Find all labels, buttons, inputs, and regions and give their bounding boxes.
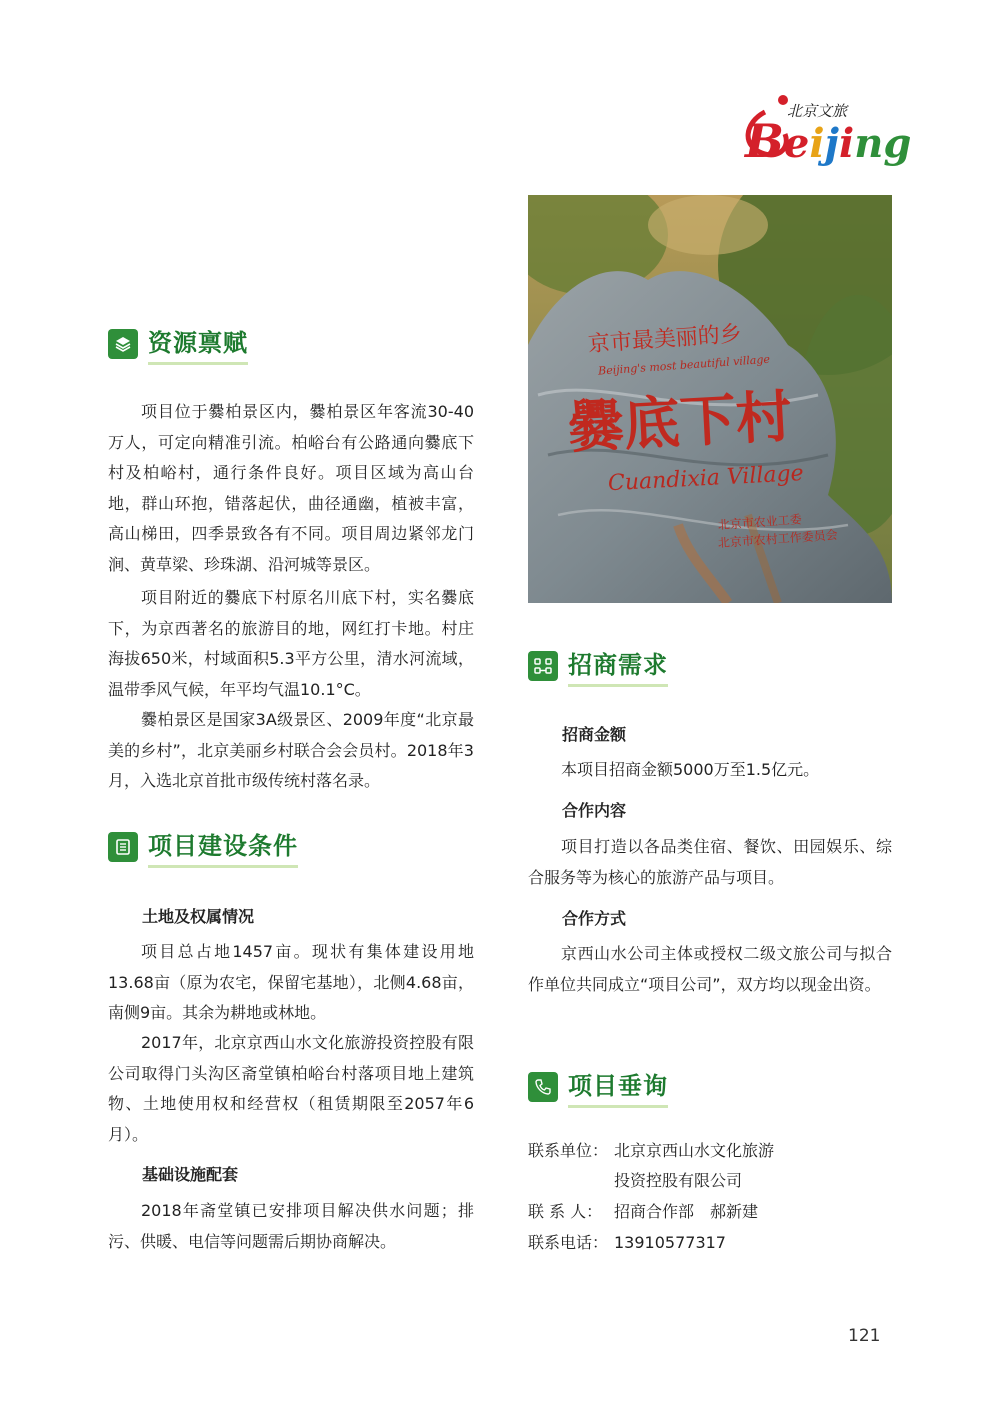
mode-heading: 合作方式 — [562, 909, 627, 928]
stone-name-en: Cuandixia Village — [607, 461, 805, 497]
amount-text: 本项目招商金额5000万至1.5亿元。 — [561, 760, 820, 779]
section-header-investment — [528, 645, 668, 687]
section-title-resources: 资源禀赋 — [148, 323, 248, 365]
phone-icon — [528, 1072, 558, 1102]
stone-title-line: 京市最美丽的乡 — [587, 321, 743, 358]
mode-text: 京西山水公司主体或授权二级文旅公司与拟合作单位共同成立“项目公司”，双方均以现金出资。 — [528, 944, 892, 994]
contact-phone-value: 13910577317 — [614, 1233, 726, 1252]
resources-paragraph-2: 项目附近的爨底下村原名川底下村，实名爨底下，为京西著名的旅游目的地，网红打卡地。村庄海拔650米，村域面积5.3平方公里，清水河流域，温带季风气候，年平均气温10.1°C。 — [108, 588, 474, 699]
resources-paragraph-3: 爨柏景区是国家3A级景区、2009年度“北京最美的乡村”，北京美丽乡村联合会会员村。2018年3月，入选北京首批市级传统村落名录。 — [108, 710, 474, 790]
section-header-resources — [108, 323, 248, 365]
contact-person-row — [528, 1197, 758, 1228]
logo-cn-text: 北京文旅 — [787, 102, 848, 120]
contact-unit-value-1: 北京京西山水文化旅游 — [614, 1141, 775, 1160]
land-paragraph-2: 2017年，北京京西山水文化旅游投资控股有限公司取得门头沟区斋堂镇柏峪台村落项目地上建筑物、土地使用权和经营权（租赁期限至2057年6月）。 — [108, 1033, 474, 1144]
infra-heading: 基础设施配套 — [142, 1165, 239, 1184]
section-title-construction: 项目建设条件 — [148, 826, 298, 868]
contact-unit-value-2: 投资控股有限公司 — [614, 1171, 743, 1190]
stone-sign-line-2: 北京市农村工作委员会 — [717, 527, 839, 551]
land-heading: 土地及权属情况 — [142, 907, 255, 926]
contact-phone-row — [528, 1228, 726, 1259]
stone-en-line: Beijing's most beautiful village — [597, 352, 771, 378]
handshake-icon — [528, 651, 558, 681]
section-title-inquiry: 项目垂询 — [568, 1066, 668, 1108]
logo-en-text: Beijing — [745, 114, 912, 168]
contact-unit-row-2 — [614, 1166, 742, 1197]
infra-paragraph-1: 2018年斋堂镇已安排项目解决供水问题；排污、供暖、电信等问题需后期协商解决。 — [108, 1201, 474, 1251]
land-paragraph-1: 项目总占地1457亩。现状有集体建设用地13.68亩（原为农宅，保留宅基地），北侧4.68亩，南侧9亩。其余为耕地或林地。 — [108, 942, 474, 1022]
layers-icon — [108, 329, 138, 359]
page-number: 121 — [848, 1326, 881, 1346]
contact-person-value: 招商合作部 郝新建 — [614, 1202, 759, 1221]
document-icon — [108, 832, 138, 862]
beijing-logo — [735, 92, 912, 172]
stone-sign-line-1: 北京市农业工委 — [717, 512, 803, 533]
contact-phone-label: 联系电话： — [528, 1233, 609, 1252]
village-stone-photo — [528, 195, 892, 603]
contact-person-label: 联 系 人： — [528, 1202, 603, 1221]
contact-unit-row — [528, 1136, 774, 1167]
section-header-construction — [108, 826, 298, 868]
content-heading: 合作内容 — [562, 801, 627, 820]
section-title-investment: 招商需求 — [568, 645, 668, 687]
resources-paragraph-1: 项目位于爨柏景区内，爨柏景区年客流30-40万人，可定向精准引流。柏峪台有公路通向爨底下村及柏峪村，通行条件良好。项目区域为高山台地，群山环抱，错落起伏，曲径通幽，植被丰富，高山梯田，四季景致各有不同。项目周边紧邻龙门涧、黄草梁、珍珠湖、沿河城等景区。 — [108, 402, 474, 574]
content-text: 项目打造以各品类住宿、餐饮、田园娱乐、综合服务等为核心的旅游产品与项目。 — [528, 837, 892, 887]
stone-name-cn: 爨底下村 — [566, 383, 794, 462]
contact-unit-label: 联系单位： — [528, 1141, 609, 1160]
amount-heading: 招商金额 — [562, 725, 627, 744]
section-header-inquiry — [528, 1066, 668, 1108]
